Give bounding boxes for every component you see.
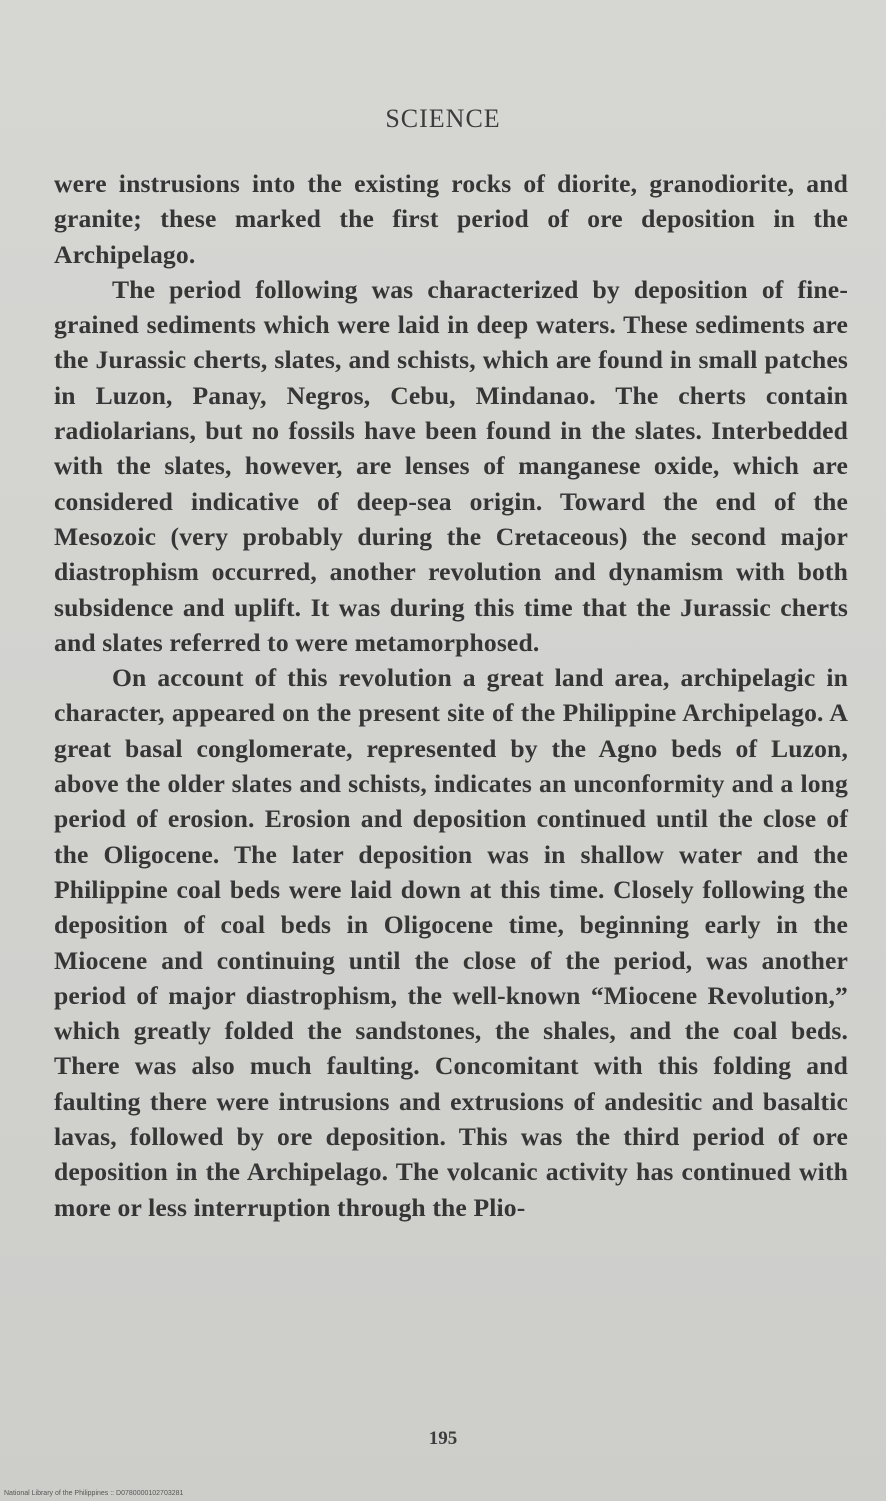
- paragraph-3: On account of this revolution a great land area, archipelagic in character, appeared on the present site of the Philippine Archipelago. A great basal conglomerate, represented by the Agno beds of Luzon, above the older slates and schists, indicates an unconformity and a long period of erosion. Erosion and deposition continued until the close of the Oligocene. The later deposition was in shallow water and the Philippine coal beds were laid down at this time. Closely following the deposition of coal beds in Oligocene time, beginning early in the Miocene and continuing until the close of the period, was another period of major diastrophism, the well-known “Miocene Revolution,” which greatly folded the sandstones, the shales, and the coal beds. There was also much faulting. Concomitant with this folding and faulting there were intrusions and extrusions of andesitic and basaltic lavas, followed by ore deposition. This was the third period of ore deposition in the Archipelago. The volcanic activity has continued with more or less interruption through the Plio-: [54, 663, 848, 1222]
- running-header: SCIENCE: [385, 104, 501, 133]
- page-number: 195: [428, 1428, 458, 1449]
- body-text: [54, 166, 848, 1225]
- paragraph-2: The period following was characterized by deposition of fine-grained sediments which were laid in deep waters. These sediments are the Jurassic cherts, slates, and schists, which are found in small patches in Luzon, Panay, Negros, Cebu, Mindanao. The cherts contain radiolarians, but no fossils have been found in the slates. Interbedded with the slates, however, are lenses of manganese oxide, which are considered indicative of deep-sea origin. Toward the end of the Mesozoic (very probably during the Cretaceous) the second major diastrophism occurred, another revolution and dynamism with both subsidence and uplift. It was during this time that the Jurassic cherts and slates referred to were metamorphosed.: [54, 274, 848, 657]
- paragraph-1: were instrusions into the existing rocks of diorite, granodiorite, and granite; these marked the first period of ore deposition in the Archipelago.: [54, 169, 848, 269]
- scan-credit: National Library of the Philippines :: D0780000102703281: [4, 1490, 184, 1497]
